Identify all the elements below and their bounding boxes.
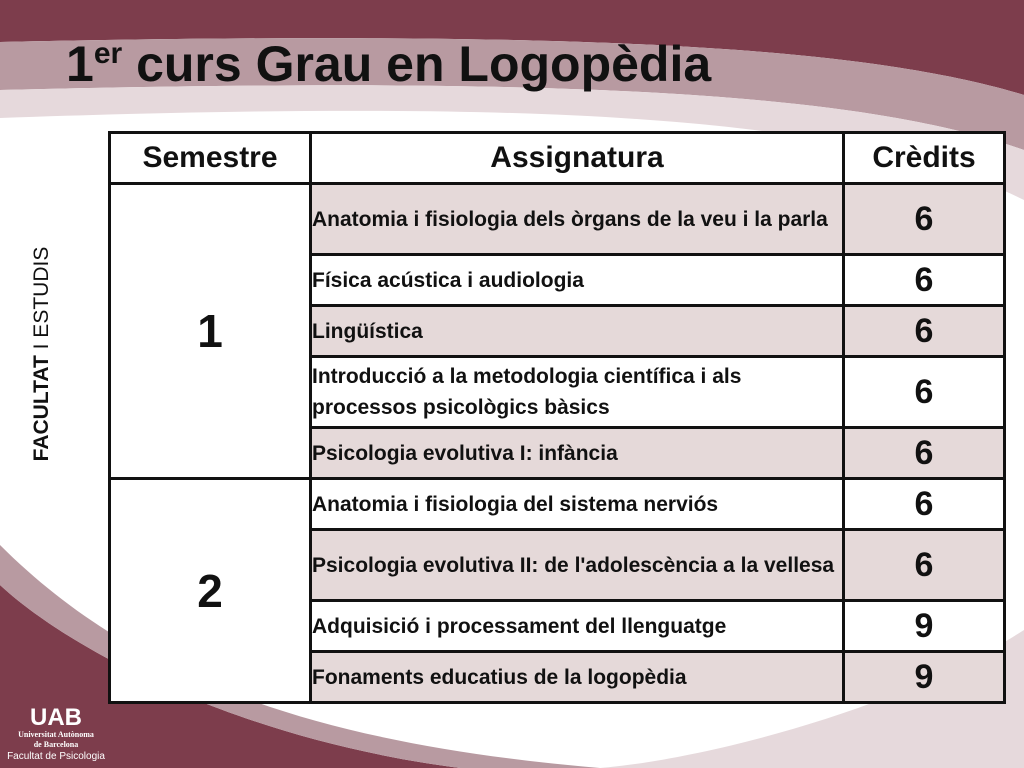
faculty-label-regular: I ESTUDIS [30,246,53,356]
table-header-row [110,133,1005,184]
subject-cell: Introducció a la metodologia científica i als processos psicològics bàsics [311,357,844,428]
table-row [110,479,1005,530]
subject-cell: Anatomia i fisiologia del sistema nerviós [311,479,844,530]
subject-cell: Psicologia evolutiva I: infància [311,428,844,479]
subject-cell: Adquisició i processament del llenguatge [311,601,844,652]
table-row [110,184,1005,255]
subject-cell: Fonaments educatius de la logopèdia [311,652,844,703]
university-name-line2: de Barcelona [33,740,79,749]
subject-cell: Física acústica i audiologia [311,255,844,306]
credits-cell: 9 [844,601,1005,652]
subject-cell: Lingüística [311,306,844,357]
credits-cell: 6 [844,357,1005,428]
university-name-line1: Universitat Autònoma [18,730,94,739]
subject-cell: Psicologia evolutiva II: de l'adolescència a la vellesa [311,530,844,601]
credits-cell: 6 [844,255,1005,306]
header-credits: Crèdits [844,133,1005,184]
faculty-label-bold: FACULTAT [30,355,53,462]
semester-cell: 2 [110,479,311,703]
page-title [66,32,711,96]
semester-cell: 1 [110,184,311,479]
title-superscript: er [93,37,123,70]
credits-cell: 6 [844,306,1005,357]
uab-logo-mark: UAB [30,704,82,731]
subject-cell: Anatomia i fisiologia dels òrgans de la veu i la parla [311,184,844,255]
title-number: 1 [66,36,94,92]
title-text: curs Grau en Logopèdia [122,36,712,92]
credits-cell: 6 [844,184,1005,255]
credits-cell: 9 [844,652,1005,703]
credits-cell: 6 [844,479,1005,530]
header-semestre: Semestre [110,133,311,184]
credits-cell: 6 [844,428,1005,479]
credits-cell: 6 [844,530,1005,601]
header-assignatura: Assignatura [311,133,844,184]
faculty-name: Facultat de Psicologia [7,751,105,762]
faculty-side-label [30,247,54,462]
uab-logo [0,706,112,764]
courses-table [108,131,1006,704]
